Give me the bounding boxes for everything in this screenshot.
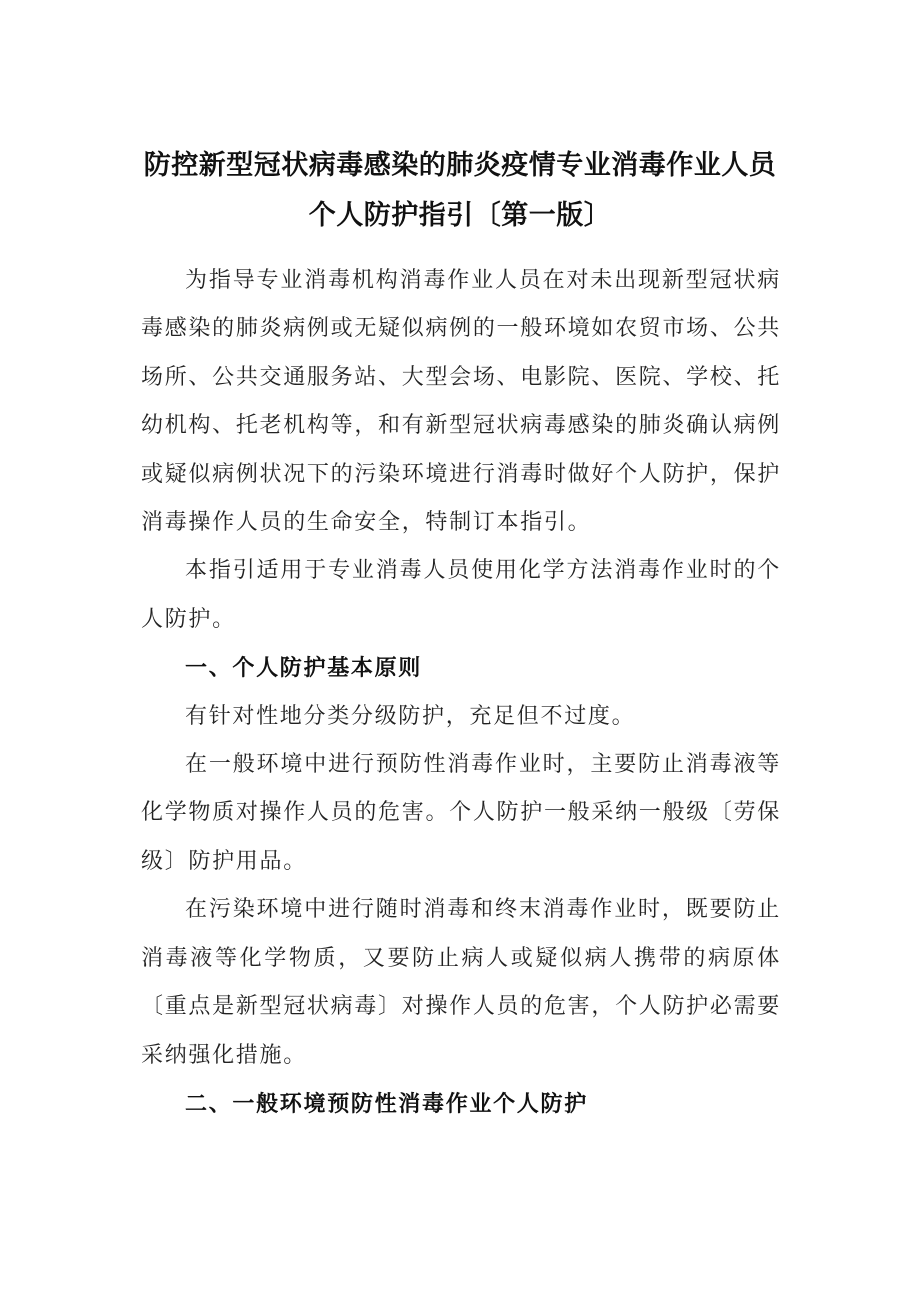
- document-title-line-2: 个人防护指引〔第一版〕: [308, 200, 612, 231]
- contaminated-environment-paragraph: 在污染环境中进行随时消毒和终末消毒作业时，既要防止消毒液等化学物质，又要防止病人或疑似病人携带的病原体〔重点是新型冠状病毒〕对操作人员的危害，个人防护必需要采纳强化措施。: [141, 897, 781, 1068]
- intro-paragraph: 为指导专业消毒机构消毒作业人员在对未出现新型冠状病毒感染的肺炎病例或无疑似病例的一般环境如农贸市场、公共场所、公共交通服务站、大型会场、电影院、医院、学校、托幼机构、托老机构等，和有新型冠状病毒感染的肺炎确认病例或疑似病例状况下的污染环境进行消毒时做好个人防护，保护消毒操作人员的生命安全，特制订本指引。: [141, 268, 781, 536]
- section-heading-1: 一、个人防护基本原则: [185, 655, 423, 682]
- section-heading-2: 二、一般环境预防性消毒作业个人防护: [185, 1090, 588, 1117]
- document-title-line-1: 防控新型冠状病毒感染的肺炎疫情专业消毒作业人员: [143, 150, 777, 181]
- principle-paragraph: 有针对性地分类分级防护，充足但不过度。: [185, 703, 636, 729]
- general-environment-paragraph: 在一般环境中进行预防性消毒作业时，主要防止消毒液等化学物质对操作人员的危害。个人防护一般采纳一般级〔劳保级〕防护用品。: [141, 752, 781, 874]
- document-body: [141, 257, 781, 1128]
- scope-paragraph: 本指引适用于专业消毒人员使用化学方法消毒作业时的个人防护。: [141, 558, 781, 632]
